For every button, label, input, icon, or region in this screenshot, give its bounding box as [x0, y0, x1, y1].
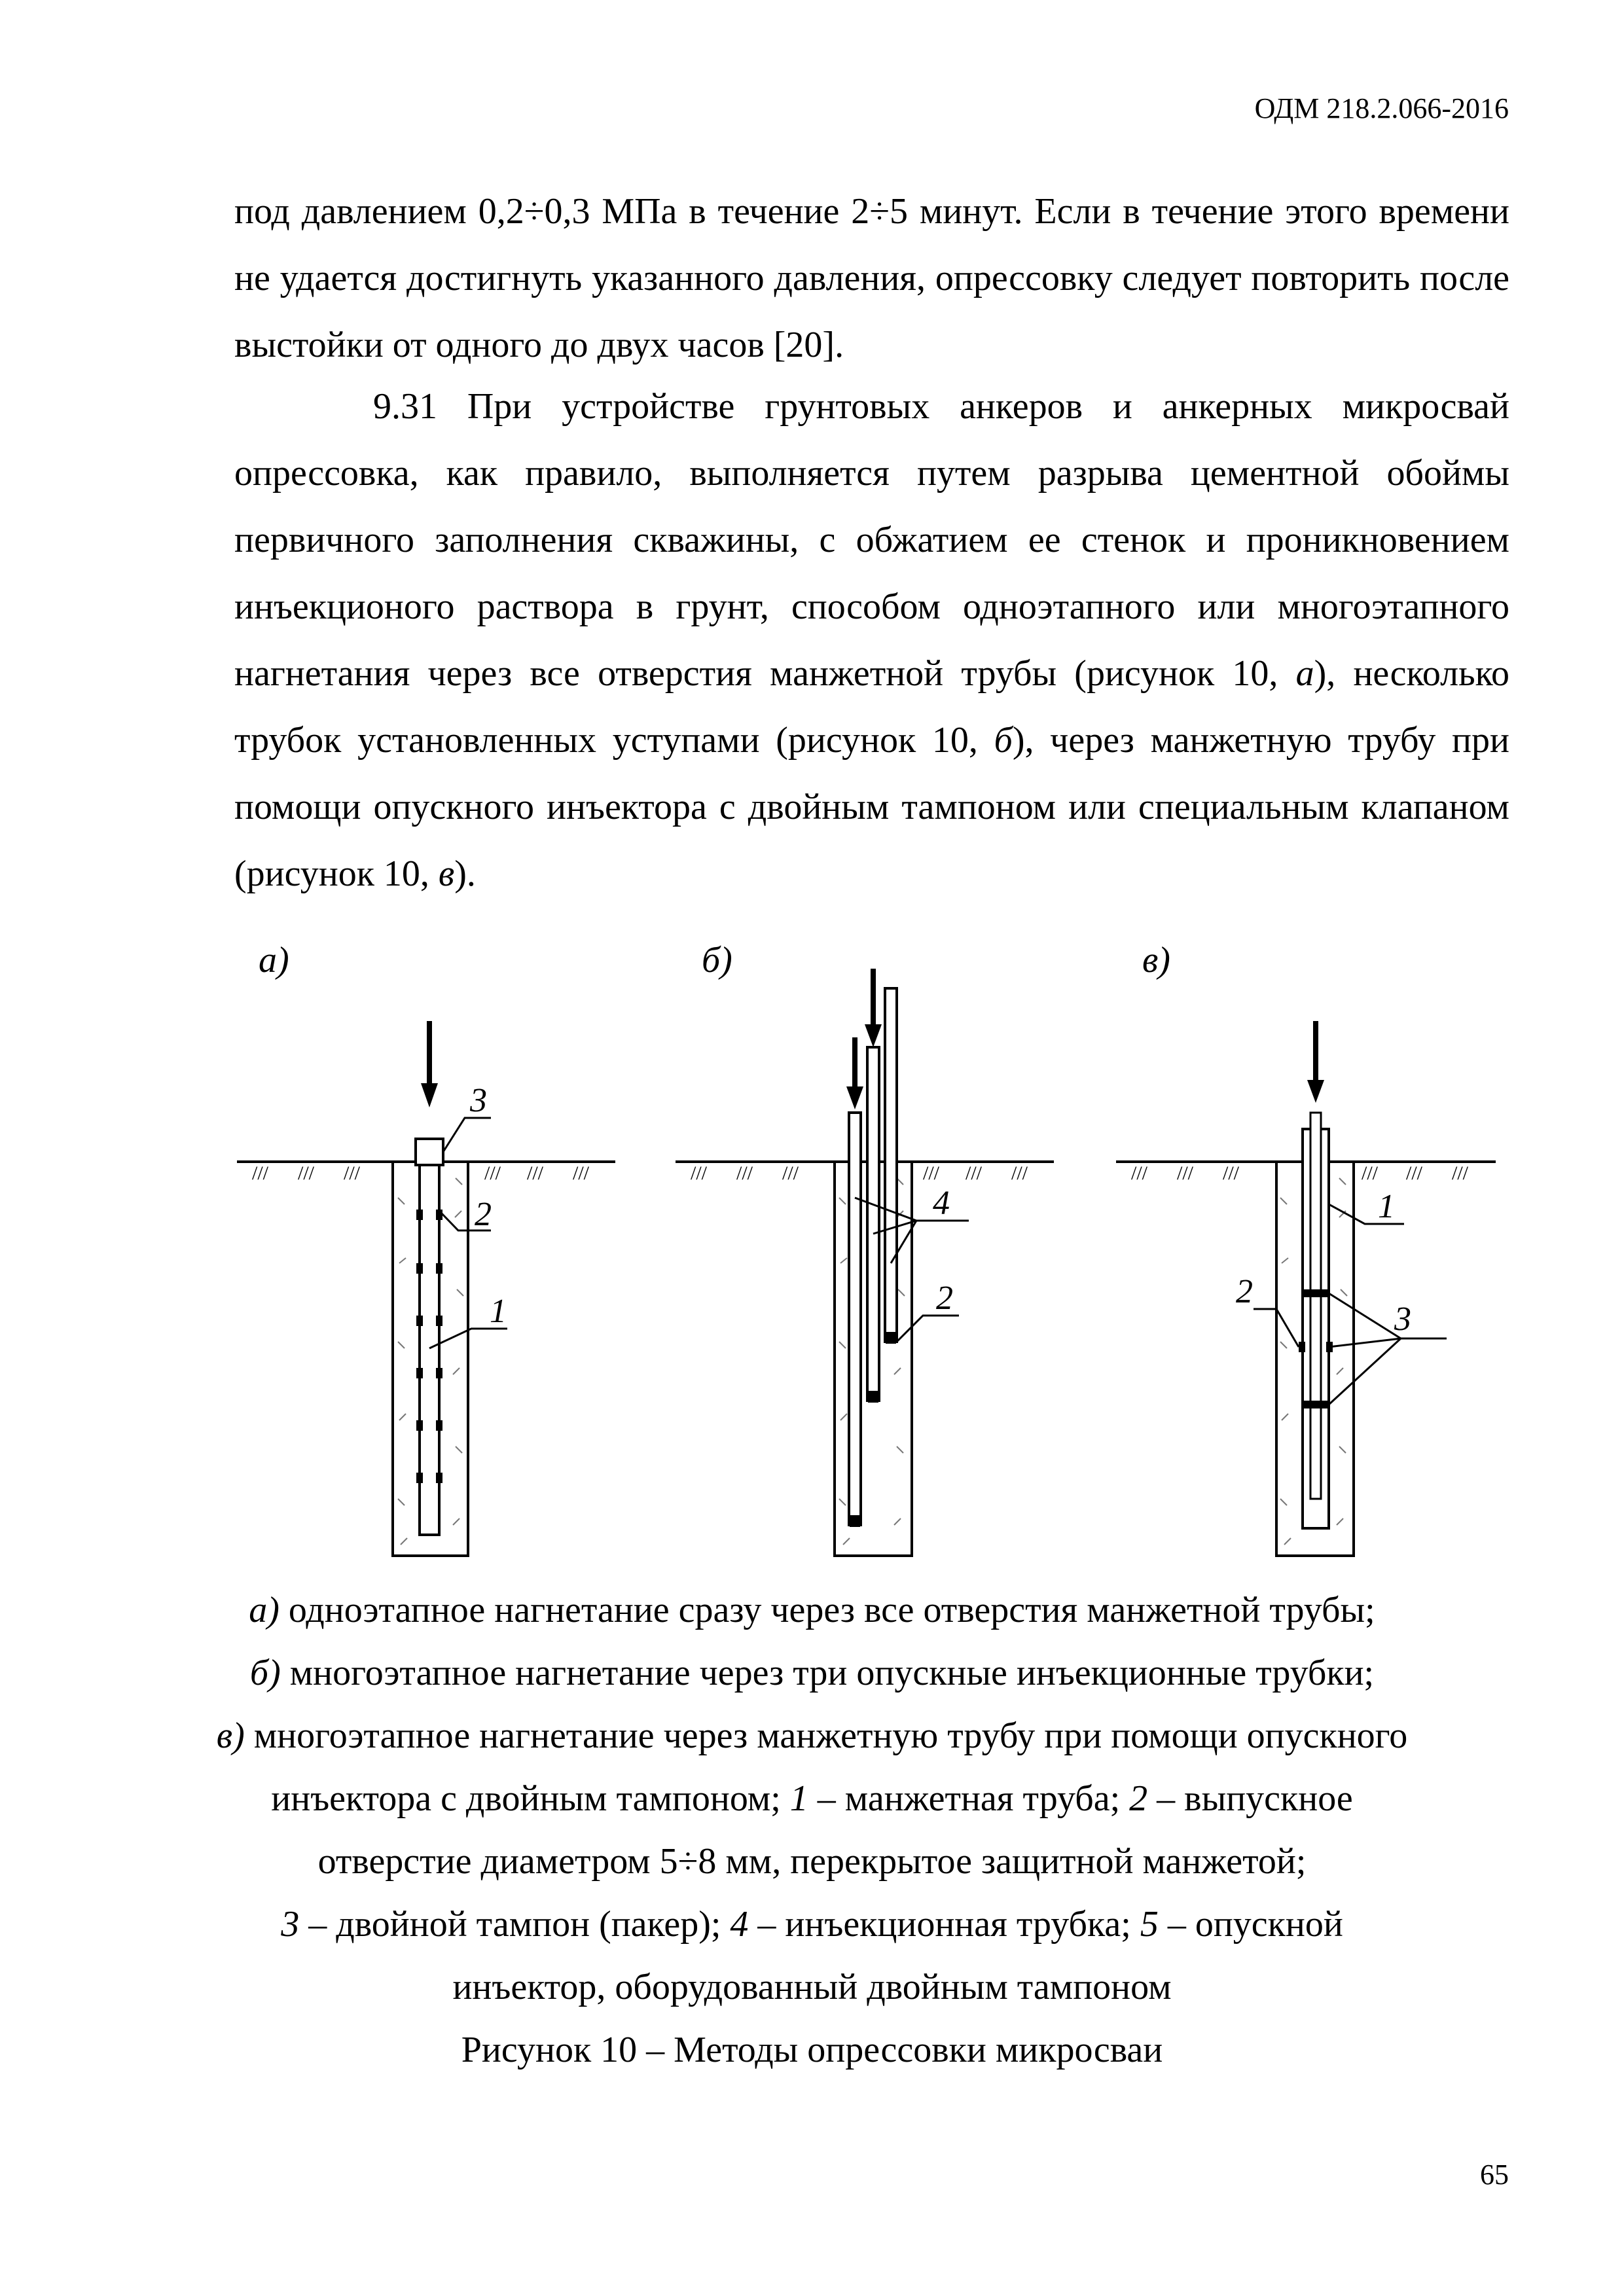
callout-v-3: 3 [1394, 1300, 1411, 1338]
legend-number-1: 1 [789, 1778, 808, 1819]
caption-line-5: отверстие диаметром 5÷8 мм, перекрытое защитной манжетой; [317, 1841, 1307, 1882]
figure-caption [196, 1579, 1428, 2081]
callout-a-2: 2 [475, 1196, 492, 1233]
paragraph-continuation [234, 178, 1509, 378]
legend-number-4: 4 [730, 1904, 749, 1945]
caption-text: инъектора с двойным тампоном; [271, 1778, 790, 1819]
panel-b [676, 940, 1054, 1556]
panel-ref-v: в [438, 853, 455, 894]
soil-hatch: /// [923, 1162, 940, 1184]
packer-a [416, 1139, 443, 1165]
injection-arrow [1307, 1021, 1324, 1103]
soil-hatch: /// [1011, 1162, 1028, 1184]
legend-text-4: – инъекционная трубка; [748, 1904, 1140, 1945]
paragraph-9-31 [234, 373, 1509, 907]
soil-hatch: /// [736, 1162, 753, 1184]
legend-number-3: 3 [281, 1904, 300, 1945]
soil-hatch: /// [252, 1162, 269, 1184]
caption-line-b [196, 1641, 1428, 1704]
soil-hatch: /// [965, 1162, 983, 1184]
figure-drawing [223, 923, 1519, 1584]
caption-line-a [196, 1579, 1428, 1641]
callout-v-1: 1 [1378, 1188, 1395, 1225]
caption-text-v: многоэтапное нагнетание через манжетную трубу при помощи опускного [244, 1715, 1408, 1756]
paragraph-segment: 9.31 При устройстве грунтовых анкеров и анкерных микросвай опрессовка, как правило, выполняется путем разрыва цементной обоймы первичного заполнения скважины, с обжатием ее стенок и проникновением инъекционого раствора в грунт, способом одноэтапного или многоэтапного нагнетания через все отверстия манжетной трубы (рисунок 10, [234, 386, 1509, 694]
callout-b-2: 2 [936, 1280, 953, 1317]
panel-v [1116, 940, 1496, 1556]
soil-hatch: /// [1177, 1162, 1194, 1184]
legend-text-2: – выпускное [1147, 1778, 1353, 1819]
paragraph-segment: ), через манжетную трубу при помощи опускного инъектора с двойным тампоном или специальным клапаном (рисунок 10, [234, 720, 1509, 894]
soil-hatch: /// [1362, 1162, 1379, 1184]
paragraph-segment: ), несколько трубок установленных уступами (рисунок 10, [234, 653, 1509, 761]
callout-a-1: 1 [490, 1293, 507, 1330]
caption-label-b: б) [249, 1653, 281, 1693]
paragraph-segment: ). [454, 853, 476, 894]
callout-v-2: 2 [1236, 1273, 1253, 1310]
paragraph-text [234, 373, 1509, 907]
panel-b-label: б) [702, 940, 732, 980]
caption-text-a: одноэтапное нагнетание сразу через все отверстия манжетной трубы; [279, 1590, 1375, 1630]
injection-tube [885, 988, 897, 1342]
caption-line-4 [196, 1767, 1428, 1830]
callout-b-4: 4 [933, 1185, 950, 1222]
callout-a-3: 3 [470, 1082, 487, 1119]
panel-a [237, 940, 615, 1556]
soil-hatch: /// [573, 1162, 590, 1184]
caption-label-v: в) [216, 1715, 245, 1756]
paragraph-text: под давлением 0,2÷0,3 МПа в течение 2÷5 минут. Если в течение этого времени не удается достигнуть указанного давления, опрессовку следует повторить после выстойки от одного до двух часов [20]. [234, 191, 1509, 365]
legend-text-5: – опускной [1158, 1904, 1343, 1945]
soil-hatch: /// [1131, 1162, 1148, 1184]
caption-line-7: инъектор, оборудованный двойным тампоном [452, 1967, 1172, 2007]
drop-injector-v [1310, 1113, 1321, 1499]
soil-hatch: /// [344, 1162, 361, 1184]
legend-text-3: – двойной тампон (пакер); [299, 1904, 731, 1945]
caption-line-v [196, 1704, 1428, 1767]
soil-hatch: /// [1452, 1162, 1469, 1184]
legend-number-5: 5 [1140, 1904, 1159, 1945]
legend-text-1: – манжетная труба; [808, 1778, 1130, 1819]
soil-hatch: /// [484, 1162, 501, 1184]
soil-hatch: /// [298, 1162, 315, 1184]
soil-hatch: /// [527, 1162, 544, 1184]
soil-hatch: /// [1406, 1162, 1423, 1184]
soil-hatch: /// [691, 1162, 708, 1184]
panel-ref-a: а [1295, 653, 1314, 694]
panel-a-label: а) [259, 940, 289, 980]
page-number: 65 [1480, 2159, 1509, 2191]
panel-ref-b: б [994, 720, 1013, 761]
figure-10 [223, 923, 1519, 1584]
legend-number-2: 2 [1129, 1778, 1148, 1819]
injection-arrow [421, 1021, 438, 1107]
panel-v-label: в) [1142, 940, 1170, 980]
soil-hatch: /// [1223, 1162, 1240, 1184]
figure-title: Рисунок 10 – Методы опрессовки микросваи [461, 2030, 1163, 2070]
injection-tube [849, 1113, 861, 1525]
document-code: ОДМ 218.2.066-2016 [1254, 92, 1509, 124]
caption-line-6 [196, 1893, 1428, 1956]
injection-tube [867, 1047, 879, 1401]
soil-hatch: /// [782, 1162, 799, 1184]
caption-text-b: многоэтапное нагнетание через три опускные инъекционные трубки; [280, 1653, 1375, 1693]
caption-label-a: а) [249, 1590, 280, 1630]
